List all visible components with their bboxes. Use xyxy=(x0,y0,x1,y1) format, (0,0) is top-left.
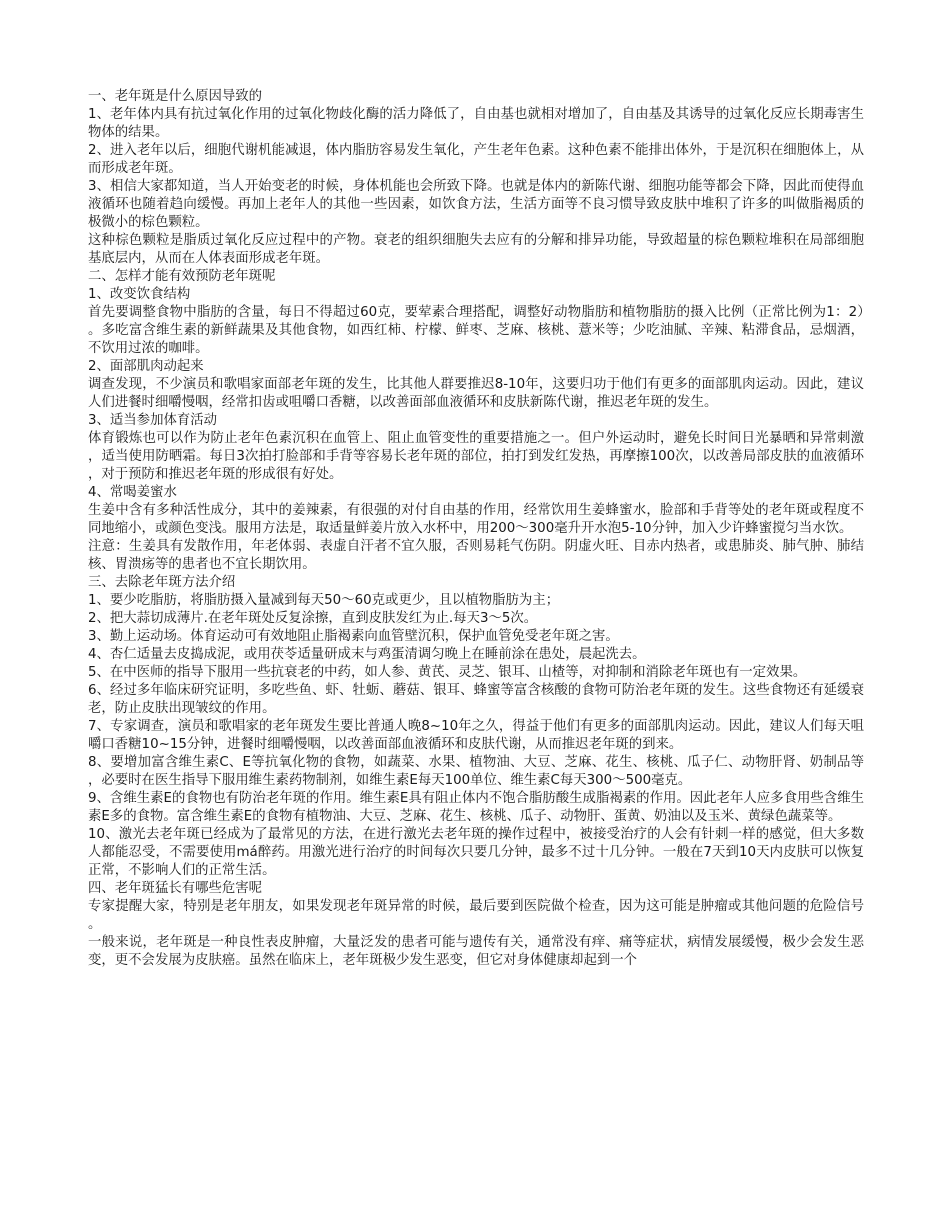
paragraph: 调查发现，不少演员和歌唱家面部老年斑的发生，比其他人群要推迟8-10年，这要归功于他们有更多的面部肌肉运动。因此，建议人们进餐时细嚼慢咽，经常扣齿或咀嚼口香糖，以改善面部血液循环和皮肤新陈代谢，推迟老年斑的发生。 xyxy=(88,377,864,410)
list-item: 10、激光去老年斑已经成为了最常见的方法，在进行激光去老年斑的操作过程中，被接受治疗的人会有针刺一样的感觉，但大多数人都能忍受，不需要使用má醉药。用激光进行治疗的时间每次只要几分钟，最多不过十几分钟。一般在7天到10天内皮肤可以恢复正常，不影响人们的正常生活。 xyxy=(88,827,864,878)
list-item: 1、要少吃脂肪，将脂肪摄入量减到每天50～60克或更少，且以植物脂肪为主； xyxy=(88,593,560,608)
heading-section-3: 三、去除老年斑方法介绍 xyxy=(88,575,236,590)
paragraph: 3、相信大家都知道，当人开始变老的时候，身体机能也会所致下降。也就是体内的新陈代谢、细胞功能等都会下降，因此而使得血液循环也随着趋向缓慢。再加上老年人的其他一些因素，如饮食方法，生活方面等不良习惯导致皮肤中堆积了许多的叫做脂褐质的极微小的棕色颗粒。 xyxy=(88,179,864,230)
heading-section-2: 二、怎样才能有效预防老年斑呢 xyxy=(88,269,276,284)
subheading: 4、常喝姜蜜水 xyxy=(88,485,177,500)
paragraph: 一般来说，老年斑是一种良性表皮肿瘤，大量泛发的患者可能与遗传有关，通常没有痒、痛等症状，病情发展缓慢，极少会发生恶变，更不会发展为皮肤癌。虽然在临床上，老年斑极少发生恶变，但它对身体健康却起到一个 xyxy=(88,935,864,968)
list-item: 5、在中医师的指导下服用一些抗衰老的中药，如人参、黄芪、灵芝、银耳、山楂等，对抑制和消除老年斑也有一定效果。 xyxy=(88,665,807,680)
paragraph: 注意：生姜具有发散作用，年老体弱、表虚自汗者不宜久服，否则易耗气伤阴。阴虚火旺、目赤内热者，或患肺炎、肺气肿、肺结核、胃溃疡等的患者也不宜长期饮用。 xyxy=(88,539,864,572)
subheading: 1、改变饮食结构 xyxy=(88,287,191,302)
heading-section-1: 一、老年斑是什么原因导致的 xyxy=(88,89,263,104)
list-item: 9、含维生素E的食物也有防治老年斑的作用。维生素E具有阻止体内不饱合脂肪酸生成脂褐素的作用。因此老年人应多食用些含维生素E多的食物。富含维生素E的食物有植物油、大豆、芝麻、花生、核桃、瓜子、动物肝、蛋黄、奶油以及玉米、黄绿色蔬菜等。 xyxy=(88,791,864,824)
list-item: 4、杏仁适量去皮捣成泥，或用茯苓适量研成末与鸡蛋清调匀晚上在睡前涂在患处，晨起洗去。 xyxy=(88,647,646,662)
paragraph: 体育锻炼也可以作为防止老年色素沉积在血管上、阻止血管变性的重要措施之一。但户外运动时，避免长时间日光暴晒和异常刺激，适当使用防晒霜。每日3次拍打脸部和手背等容易长老年斑的部位，拍打到发红发热，再摩擦100次，以改善局部皮肤的血液循环，对于预防和推迟老年斑的形成很有好处。 xyxy=(88,431,864,482)
paragraph: 这种棕色颗粒是脂质过氧化反应过程中的产物。衰老的组织细胞失去应有的分解和排异功能，导致超量的棕色颗粒堆积在局部细胞基底层内，从而在人体表面形成老年斑。 xyxy=(88,233,864,266)
list-item: 6、经过多年临床研究证明，多吃些鱼、虾、牡蛎、蘑菇、银耳、蜂蜜等富含核酸的食物可防治老年斑的发生。这些食物还有延缓衰老，防止皮肤出现皱纹的作用。 xyxy=(88,683,864,716)
subheading: 3、适当参加体育活动 xyxy=(88,413,218,428)
paragraph: 首先要调整食物中脂肪的含量，每日不得超过60克，要荤素合理搭配，调整好动物脂肪和植物脂肪的摄入比例（正常比例为1：2）。多吃富含维生素的新鲜蔬果及其他食物，如西红柿、柠檬、鲜枣、芝麻、核桃、薏米等；少吃油腻、辛辣、粘滞食品，忌烟酒，不饮用过浓的咖啡。 xyxy=(88,305,864,356)
list-item: 7、专家调查，演员和歌唱家的老年斑发生要比普通人晚8~10年之久，得益于他们有更多的面部肌肉运动。因此，建议人们每天咀嚼口香糖10~15分钟，进餐时细嚼慢咽，以改善面部血液循环和皮肤代谢，从而推迟老年斑的到来。 xyxy=(88,719,864,752)
subheading: 2、面部肌肉动起来 xyxy=(88,359,204,374)
paragraph: 1、老年体内具有抗过氧化作用的过氧化物歧化酶的活力降低了，自由基也就相对增加了，自由基及其诱导的过氧化反应长期毒害生物体的结果。 xyxy=(88,107,864,140)
heading-section-4: 四、老年斑猛长有哪些危害呢 xyxy=(88,881,263,896)
paragraph: 专家提醒大家，特别是老年朋友，如果发现老年斑异常的时候，最后要到医院做个检查，因为这可能是肿瘤或其他问题的危险信号。 xyxy=(88,899,864,932)
list-item: 3、勤上运动场。体育运动可有效地阻止脂褐素向血管壁沉积，保护血管免受老年斑之害。 xyxy=(88,629,619,644)
paragraph: 2、进入老年以后，细胞代谢机能减退，体内脂肪容易发生氧化，产生老年色素。这种色素不能排出体外，于是沉积在细胞体上，从而形成老年斑。 xyxy=(88,143,864,176)
list-item: 8、要增加富含维生素C、E等抗氧化物的食物，如蔬菜、水果、植物油、大豆、芝麻、花生、核桃、瓜子仁、动物肝肾、奶制品等，必要时在医生指导下服用维生素药物制剂，如维生素E每天100单位、维生素C每天300～500毫克。 xyxy=(88,755,864,788)
paragraph: 生姜中含有多种活性成分，其中的姜辣素，有很强的对付自由基的作用，经常饮用生姜蜂蜜水，脸部和手背等处的老年斑或程度不同地缩小，或颜色变浅。服用方法是，取适量鲜姜片放入水杯中，用200～300毫升开水泡5-10分钟，加入少许蜂蜜搅匀当水饮。 xyxy=(88,503,864,536)
list-item: 2、把大蒜切成薄片.在老年斑处反复涂擦，直到皮肤发红为止.每天3～5次。 xyxy=(88,611,538,626)
document-body xyxy=(88,88,864,970)
